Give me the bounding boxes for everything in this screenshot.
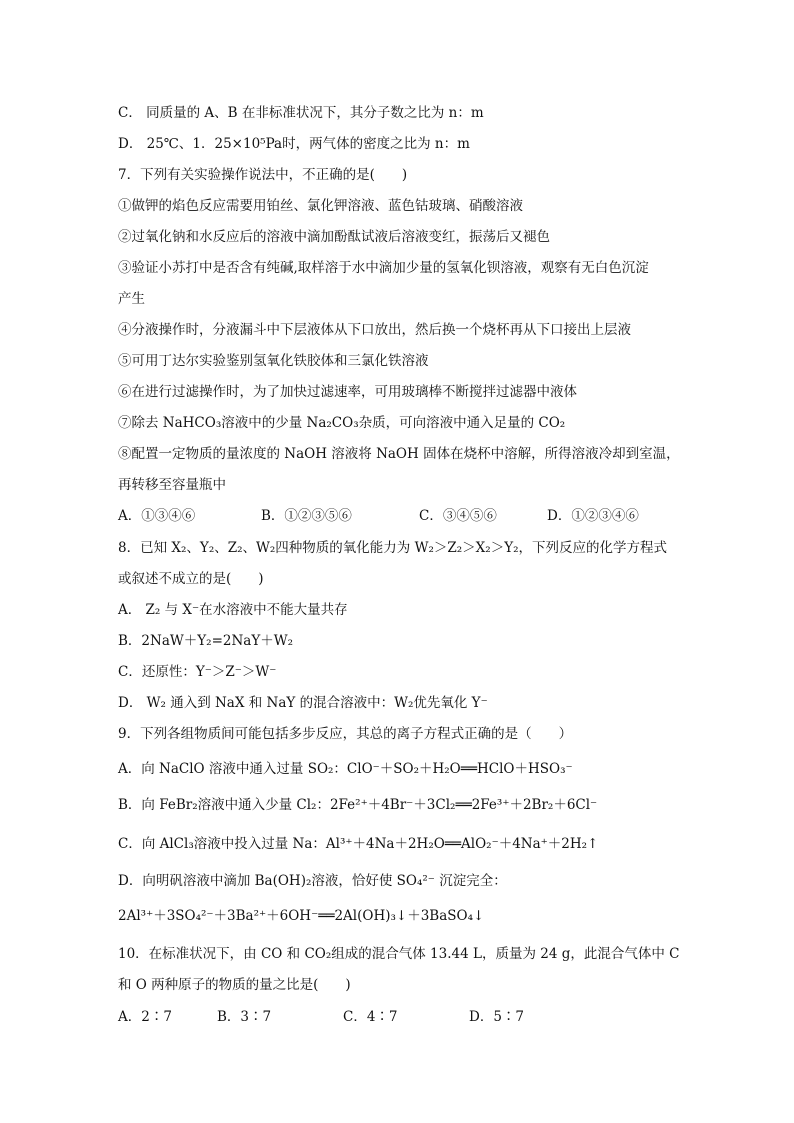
q9-option-c: C．向 AlCl₃溶液中投入过量 Na：Al³⁺＋4Na＋2H₂O══AlO₂⁻＋4Na⁺＋2H₂↑ (118, 836, 599, 852)
q8-stem: 8．已知 X₂、Y₂、Z₂、W₂四种物质的氧化能力为 W₂＞Z₂＞X₂＞Y₂，下列反应的化学方程式 (118, 540, 668, 556)
q8-option-b: B．2NaW＋Y₂=2NaY＋W₂ (118, 633, 294, 649)
q10-stem-continued: 和 O 两种原子的物质的量之比是( ) (118, 977, 351, 993)
q7-option-b: B．①②③⑤⑥ (261, 508, 352, 524)
q7-item: ⑤可用丁达尔实验鉴别氢氧化铁胶体和三氯化铁溶液 (118, 353, 429, 369)
q7-item: ⑧配置一定物质的量浓度的 NaOH 溶液将 NaOH 固体在烧杯中溶解，所得溶液冷却到室温， (118, 446, 680, 462)
q9-option-d: D．向明矾溶液中滴加 Ba(OH)₂溶液，恰好使 SO₄²⁻ 沉淀完全： (118, 873, 507, 889)
q7-item: ①做钾的焰色反应需要用铂丝、氯化钾溶液、蓝色钴玻璃、硝酸溶液 (118, 198, 523, 214)
q9-option-d-equation: 2Al³⁺＋3SO₄²⁻＋3Ba²⁺＋6OH⁻══2Al(OH)₃↓＋3BaSO₄↓ (118, 908, 485, 924)
q7-stem: 7．下列有关实验操作说法中，不正确的是( ) (118, 167, 408, 183)
q9-option-a: A．向 NaClO 溶液中通入过量 SO₂：ClO⁻＋SO₂＋H₂O══HClO＋HSO₃⁻ (118, 761, 573, 777)
q7-item-continued: 产生 (118, 291, 145, 307)
q8-option-c: C．还原性：Y⁻＞Z⁻＞W⁻ (118, 664, 277, 680)
q10-option-a: A．2∶7 (118, 1009, 172, 1025)
q7-item: ③验证小苏打中是否含有纯碱,取样溶于水中滴加少量的氢氧化钡溶液，观察有无白色沉淀 (118, 260, 649, 276)
q10-option-b: B．3∶7 (217, 1009, 272, 1025)
q8-option-d: D． W₂ 通入到 NaX 和 NaY 的混合溶液中：W₂优先氧化 Y⁻ (118, 695, 488, 711)
q8-stem-continued: 或叙述不成立的是( ) (118, 571, 264, 587)
q6-option-c: C． 同质量的 A、B 在非标准状况下，其分子数之比为 n：m (118, 105, 484, 121)
q9-option-b: B．向 FeBr₂溶液中通入少量 Cl₂：2Fe²⁺＋4Br⁻＋3Cl₂══2Fe³⁺＋2Br₂＋6Cl⁻ (118, 797, 598, 813)
q7-item: ⑥在进行过滤操作时，为了加快过滤速率，可用玻璃棒不断搅拌过滤器中液体 (118, 384, 577, 400)
q9-stem: 9．下列各组物质间可能包括多步反应，其总的离子方程式正确的是（ ） (118, 726, 573, 742)
q10-option-d: D．5∶7 (469, 1009, 525, 1025)
q10-option-c: C．4∶7 (343, 1009, 398, 1025)
q6-option-d: D． 25℃、1．25×10⁵Pa时，两气体的密度之比为 n：m (118, 136, 470, 152)
q7-item: ⑦除去 NaHCO₃溶液中的少量 Na₂CO₃杂质，可向溶液中通入足量的 CO₂ (118, 415, 566, 431)
q7-item: ②过氧化钠和水反应后的溶液中滴加酚酞试液后溶液变红，振荡后又褪色 (118, 229, 550, 245)
q7-item-continued: 再转移至容量瓶中 (118, 477, 226, 493)
q7-item: ④分液操作时，分液漏斗中下层液体从下口放出，然后换一个烧杯再从下口接出上层液 (118, 322, 631, 338)
q10-options (118, 1008, 524, 1026)
q7-options (118, 507, 639, 525)
q7-option-c: C．③④⑤⑥ (419, 508, 497, 524)
q8-option-a: A． Z₂ 与 X⁻在水溶液中不能大量共存 (118, 602, 348, 618)
q7-option-a: A．①③④⑥ (118, 508, 196, 524)
q10-stem: 10．在标准状况下，由 CO 和 CO₂组成的混合气体 13.44 L，质量为 24 g，此混合气体中 C (118, 946, 680, 962)
q7-option-d: D．①②③④⑥ (547, 508, 639, 524)
